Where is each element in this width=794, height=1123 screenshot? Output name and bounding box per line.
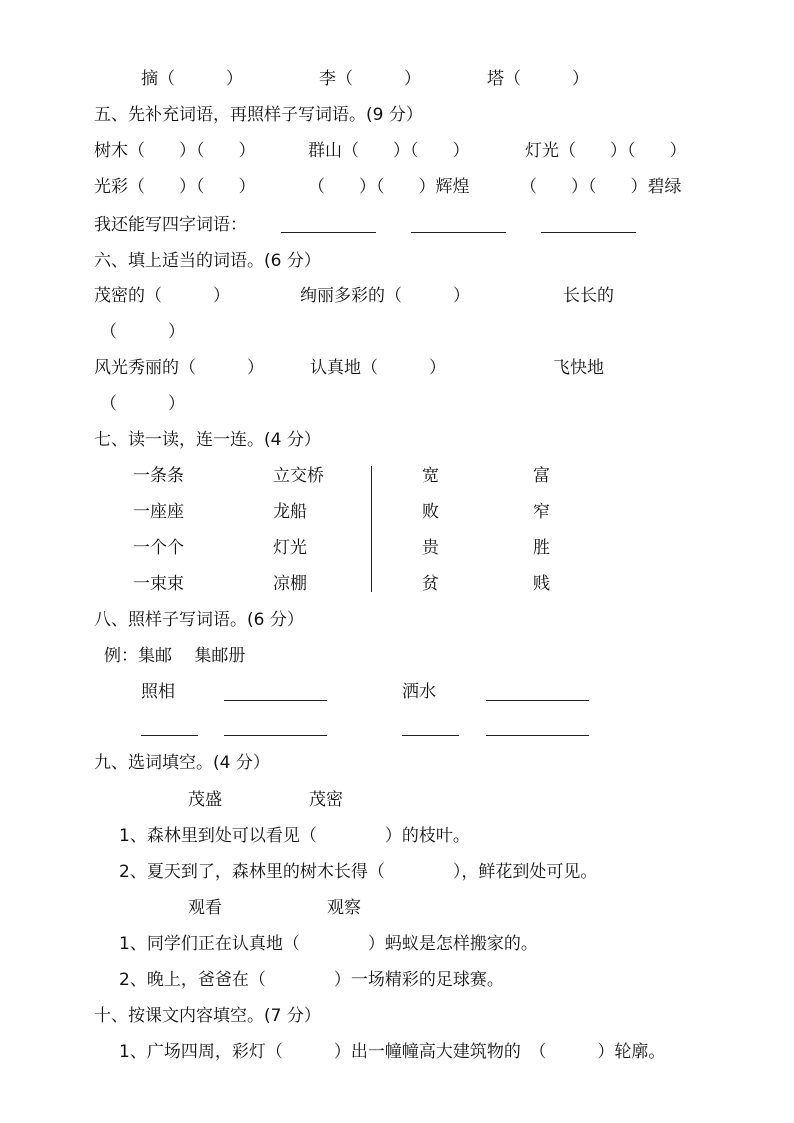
s9-word-option: 观看 bbox=[188, 898, 222, 918]
s8-answer-line[interactable] bbox=[224, 700, 327, 701]
s8-answer-line[interactable] bbox=[141, 735, 198, 736]
s9-word-option: 观察 bbox=[327, 898, 361, 918]
s5-answer-line-2[interactable] bbox=[411, 232, 506, 233]
section-6-title: 六、填上适当的词语。(6 分） bbox=[94, 251, 321, 271]
fill-blank-li[interactable]: 李（ ） bbox=[319, 69, 421, 89]
section-9-title: 九、选词填空。(4 分） bbox=[94, 753, 270, 773]
s7-left-a[interactable]: 一条条 bbox=[133, 466, 184, 486]
s7-right-a[interactable]: 贫 bbox=[422, 574, 439, 594]
fill-blank-zhai[interactable]: 摘（ ） bbox=[141, 69, 243, 89]
s5-item-guangcai[interactable]: 光彩（ ）（ ） bbox=[94, 177, 256, 197]
s6-item-feikuai-blank[interactable]: （ ） bbox=[100, 394, 185, 414]
s8-answer-line[interactable] bbox=[224, 735, 327, 736]
s5-item-qunshan[interactable]: 群山（ ）（ ） bbox=[308, 141, 470, 161]
s10-question-1[interactable]: 1、广场四周，彩灯（ ）出一幢幢高大建筑物的 （ ）轮廓。 bbox=[119, 1042, 666, 1062]
s7-left-b[interactable]: 凉棚 bbox=[273, 574, 307, 594]
s7-left-a[interactable]: 一束束 bbox=[133, 574, 184, 594]
section-7-title: 七、读一读，连一连。(4 分） bbox=[94, 430, 321, 450]
s8-word-sashui: 洒水 bbox=[402, 682, 436, 702]
s5-answer-line-3[interactable] bbox=[541, 232, 636, 233]
s6-item-fengguang[interactable]: 风光秀丽的（ ） bbox=[94, 358, 264, 378]
s7-right-b[interactable]: 胜 bbox=[533, 538, 550, 558]
s7-left-a[interactable]: 一个个 bbox=[133, 538, 184, 558]
s6-item-maomi[interactable]: 茂密的（ ） bbox=[94, 286, 230, 306]
s7-left-b[interactable]: 灯光 bbox=[273, 538, 307, 558]
s8-answer-line[interactable] bbox=[402, 735, 459, 736]
s6-item-feikuai[interactable]: 飞快地 bbox=[553, 358, 604, 378]
s6-item-renzhen[interactable]: 认真地（ ） bbox=[310, 358, 446, 378]
s7-right-b[interactable]: 富 bbox=[533, 466, 550, 486]
s9-word-option: 茂盛 bbox=[188, 790, 222, 810]
s7-right-b[interactable]: 贱 bbox=[533, 574, 550, 594]
s8-answer-line[interactable] bbox=[486, 700, 589, 701]
s6-item-changchang[interactable]: 长长的 bbox=[563, 286, 614, 306]
s5-item-dengguang[interactable]: 灯光（ ）（ ） bbox=[525, 141, 687, 161]
s5-answer-line-1[interactable] bbox=[281, 232, 376, 233]
section-8-title: 八、照样子写词语。(6 分） bbox=[94, 610, 304, 630]
s7-right-a[interactable]: 贵 bbox=[422, 538, 439, 558]
s7-left-b[interactable]: 龙船 bbox=[273, 502, 307, 522]
s7-right-b[interactable]: 窄 bbox=[533, 502, 550, 522]
s8-answer-line[interactable] bbox=[486, 735, 589, 736]
s5-item-shumu[interactable]: 树木（ ）（ ） bbox=[94, 141, 256, 161]
s9-word-option: 茂密 bbox=[309, 790, 343, 810]
section-10-title: 十、按课文内容填空。(7 分） bbox=[94, 1006, 321, 1026]
s8-word-zhaoxiang: 照相 bbox=[141, 682, 175, 702]
s7-right-a[interactable]: 败 bbox=[422, 502, 439, 522]
s9-question-3[interactable]: 1、同学们正在认真地（ ）蚂蚁是怎样搬家的。 bbox=[119, 934, 538, 954]
s7-left-a[interactable]: 一座座 bbox=[133, 502, 184, 522]
s5-item-bilv[interactable]: （ ）（ ）碧绿 bbox=[520, 177, 682, 197]
s6-item-xuanli[interactable]: 绚丽多彩的（ ） bbox=[300, 286, 470, 306]
s7-divider bbox=[371, 466, 372, 592]
s8-example: 例：集邮 集邮册 bbox=[104, 646, 246, 666]
s9-question-2[interactable]: 2、夏天到了，森林里的树木长得（ ），鲜花到处可见。 bbox=[119, 862, 598, 882]
section-5-title: 五、先补充词语，再照样子写词语。(9 分） bbox=[94, 105, 423, 125]
fill-blank-ta[interactable]: 塔（ ） bbox=[487, 69, 589, 89]
s7-left-b[interactable]: 立交桥 bbox=[273, 466, 324, 486]
s9-question-4[interactable]: 2、晚上，爸爸在（ ）一场精彩的足球赛。 bbox=[119, 970, 504, 990]
s6-item-changchang-blank[interactable]: （ ） bbox=[100, 322, 185, 342]
s7-right-a[interactable]: 宽 bbox=[422, 466, 439, 486]
s5-item-huihuang[interactable]: （ ）（ ）辉煌 bbox=[308, 177, 470, 197]
s9-question-1[interactable]: 1、森林里到处可以看见（ ）的枝叶。 bbox=[119, 826, 470, 846]
s5-extra-label: 我还能写四字词语： bbox=[94, 215, 247, 235]
